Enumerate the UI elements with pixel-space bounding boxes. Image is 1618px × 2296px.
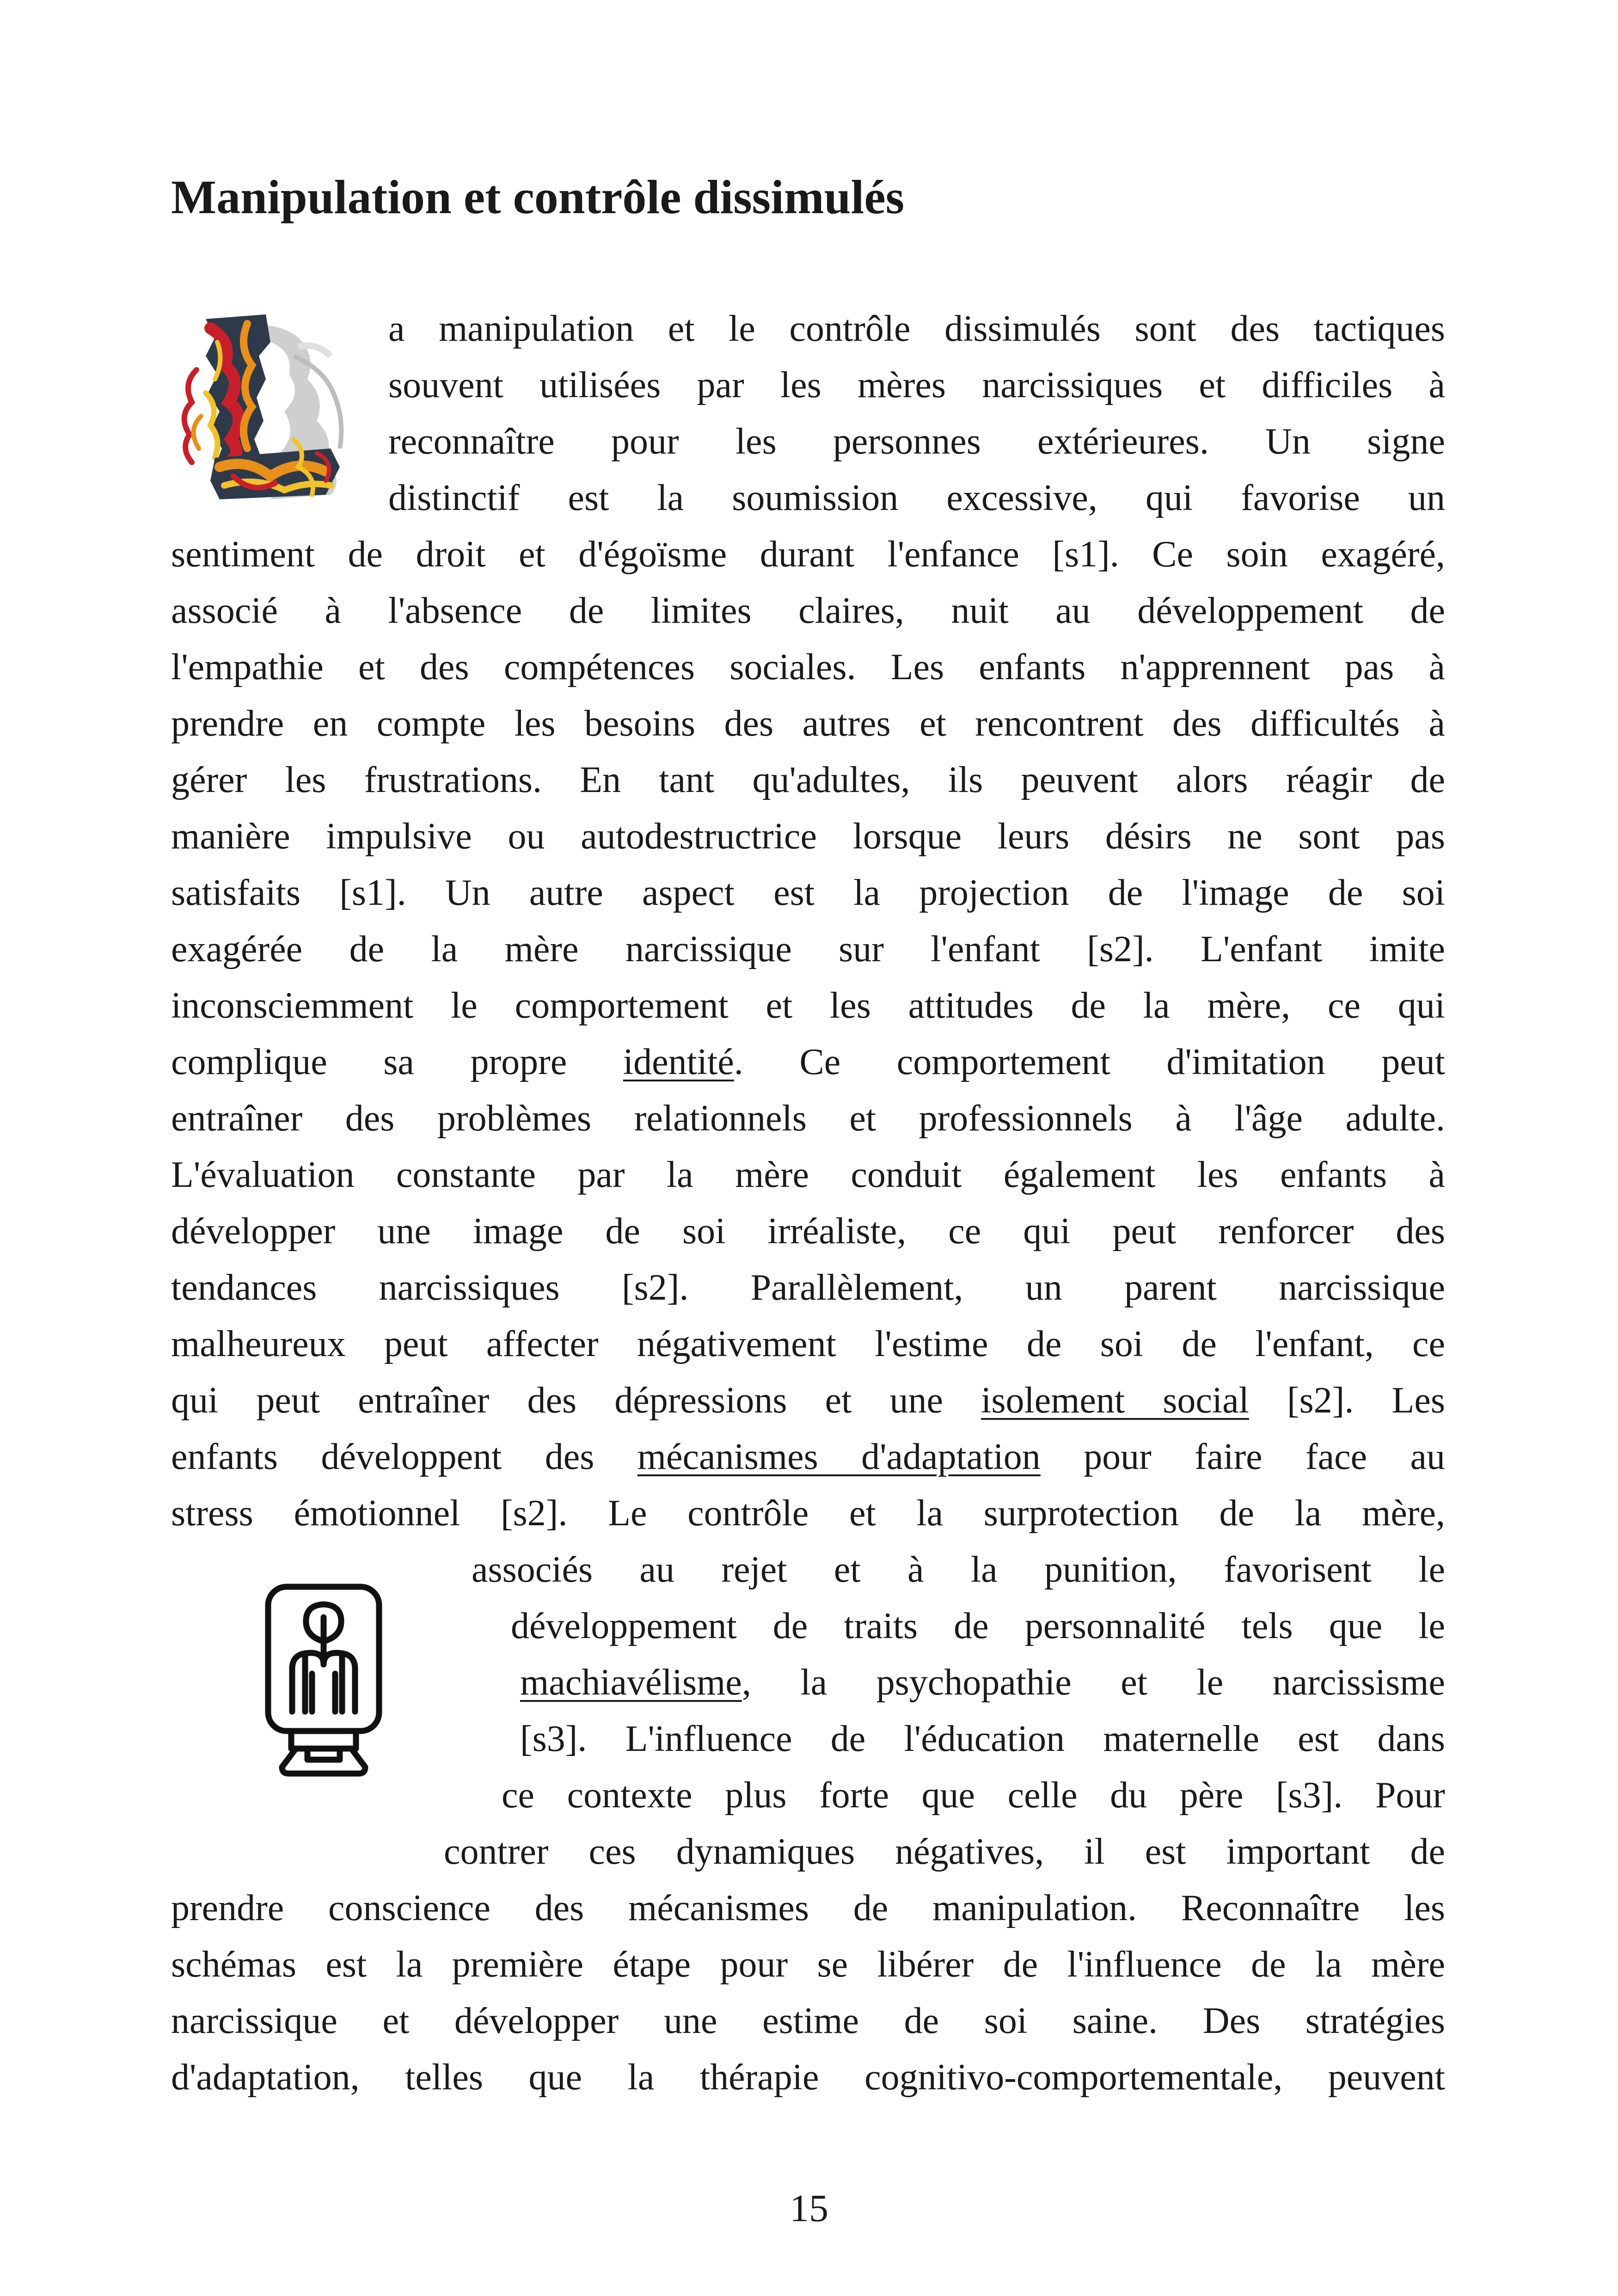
text-segment: , la psychopathie et le narcissisme [742, 1662, 1445, 1703]
text-line [388, 416, 1445, 467]
text-segment: a manipulation et le contrôle dissimulés sont des tactiques [388, 308, 1445, 349]
text-line [171, 1487, 1445, 1539]
text-segment: tendances narcissiques [s2]. Parallèlement, un parent narcissique [171, 1267, 1445, 1308]
text-segment: contrer ces dynamiques négatives, il est important de [444, 1831, 1445, 1872]
text-segment: gérer les frustrations. En tant qu'adultes, ils peuvent alors réagir de [171, 760, 1445, 800]
text-line [171, 1262, 1445, 1314]
underlined-term: identité [623, 1042, 734, 1082]
text-segment: prendre en compte les besoins des autres et rencontrent des difficultés à [171, 703, 1445, 744]
text-segment: qui peut entraîner des dépressions et une [171, 1380, 981, 1421]
text-segment: satisfaits [s1]. Un autre aspect est la projection de l'image de soi [171, 872, 1445, 913]
text-segment: d'adaptation, telles que la thérapie cognitivo-comportementale, peuvent [171, 2057, 1445, 2098]
text-segment: [s2]. Les [1249, 1380, 1446, 1421]
text-line [171, 754, 1445, 806]
text-line [388, 303, 1445, 355]
text-segment: [s3]. L'influence de l'éducation maternelle est dans [520, 1719, 1445, 1759]
text-segment: schémas est la première étape pour se libérer de l'influence de la mère [171, 1944, 1445, 1985]
text-line [171, 585, 1445, 637]
text-line [171, 867, 1445, 919]
text-line [171, 528, 1445, 580]
text-line [171, 1939, 1445, 1990]
text-segment: distinctif est la soumission excessive, qui favorise un [388, 478, 1445, 518]
page-number: 15 [790, 2187, 828, 2230]
text-segment: entraîner des problèmes relationnels et professionnels à l'âge adulte. [171, 1098, 1445, 1139]
text-segment: exagérée de la mère narcissique sur l'enfant [s2]. L'enfant imite [171, 929, 1445, 970]
text-line [171, 1995, 1445, 2047]
text-segment: développement de traits de personnalité tels que le [511, 1606, 1445, 1646]
underlined-term: isolement social [981, 1380, 1249, 1421]
text-line [171, 2051, 1445, 2103]
text-segment: . Ce comportement d'imitation peut [734, 1042, 1446, 1082]
text-line [171, 641, 1445, 693]
text-segment: pour faire face au [1040, 1437, 1445, 1477]
text-line [171, 1318, 1445, 1370]
text-segment: associé à l'absence de limites claires, nuit au développement de [171, 590, 1445, 631]
text-line [171, 1431, 1445, 1483]
text-segment: inconsciemment le comportement et les attitudes de la mère, ce qui [171, 985, 1445, 1026]
text-line [171, 1149, 1445, 1201]
text-segment: complique sa propre [171, 1042, 623, 1082]
text-line [171, 698, 1445, 749]
text-segment: ce contexte plus forte que celle du père [s3]. Pour [502, 1775, 1445, 1816]
text-line [171, 1036, 1445, 1088]
text-line [171, 810, 1445, 862]
underlined-term: machiavélisme [520, 1662, 742, 1703]
text-line [520, 1713, 1445, 1765]
text-segment: L'évaluation constante par la mère conduit également les enfants à [171, 1154, 1445, 1195]
text-line [388, 359, 1445, 411]
text-segment: l'empathie et des compétences sociales. Les enfants n'apprennent pas à [171, 647, 1445, 688]
text-line [520, 1657, 1445, 1708]
text-line [502, 1769, 1445, 1821]
text-line [171, 1882, 1445, 1934]
chapter-title: Manipulation et contrôle dissimulés [171, 171, 905, 224]
text-line [171, 980, 1445, 1031]
underlined-term: mécanismes d'adaptation [637, 1437, 1041, 1477]
text-segment: développer une image de soi irréaliste, ce qui peut renforcer des [171, 1211, 1445, 1252]
text-segment: souvent utilisées par les mères narcissiques et difficiles à [388, 365, 1445, 405]
text-segment: stress émotionnel [s2]. Le contrôle et la surprotection de la mère, [171, 1493, 1445, 1534]
text-segment: sentiment de droit et d'égoïsme durant l'enfance [s1]. Ce soin exagéré, [171, 534, 1445, 575]
text-line [171, 1205, 1445, 1257]
text-line [171, 923, 1445, 975]
text-line [171, 1375, 1445, 1426]
text-line [511, 1600, 1445, 1652]
text-segment: enfants développent des [171, 1437, 637, 1477]
text-segment: prendre conscience des mécanismes de manipulation. Reconnaître les [171, 1888, 1445, 1928]
text-segment: manière impulsive ou autodestructrice lorsque leurs désirs ne sont pas [171, 816, 1445, 857]
text-segment: narcissique et développer une estime de soi saine. Des stratégies [171, 2001, 1445, 2041]
text-segment: associés au rejet et à la punition, favorisent le [472, 1549, 1445, 1590]
text-line [171, 1093, 1445, 1144]
text-line [472, 1544, 1445, 1596]
text-line [444, 1826, 1445, 1878]
text-segment: reconnaître pour les personnes extérieures. Un signe [388, 421, 1445, 462]
text-segment: malheureux peut affecter négativement l'estime de soi de l'enfant, ce [171, 1324, 1445, 1364]
text-line [388, 472, 1445, 524]
